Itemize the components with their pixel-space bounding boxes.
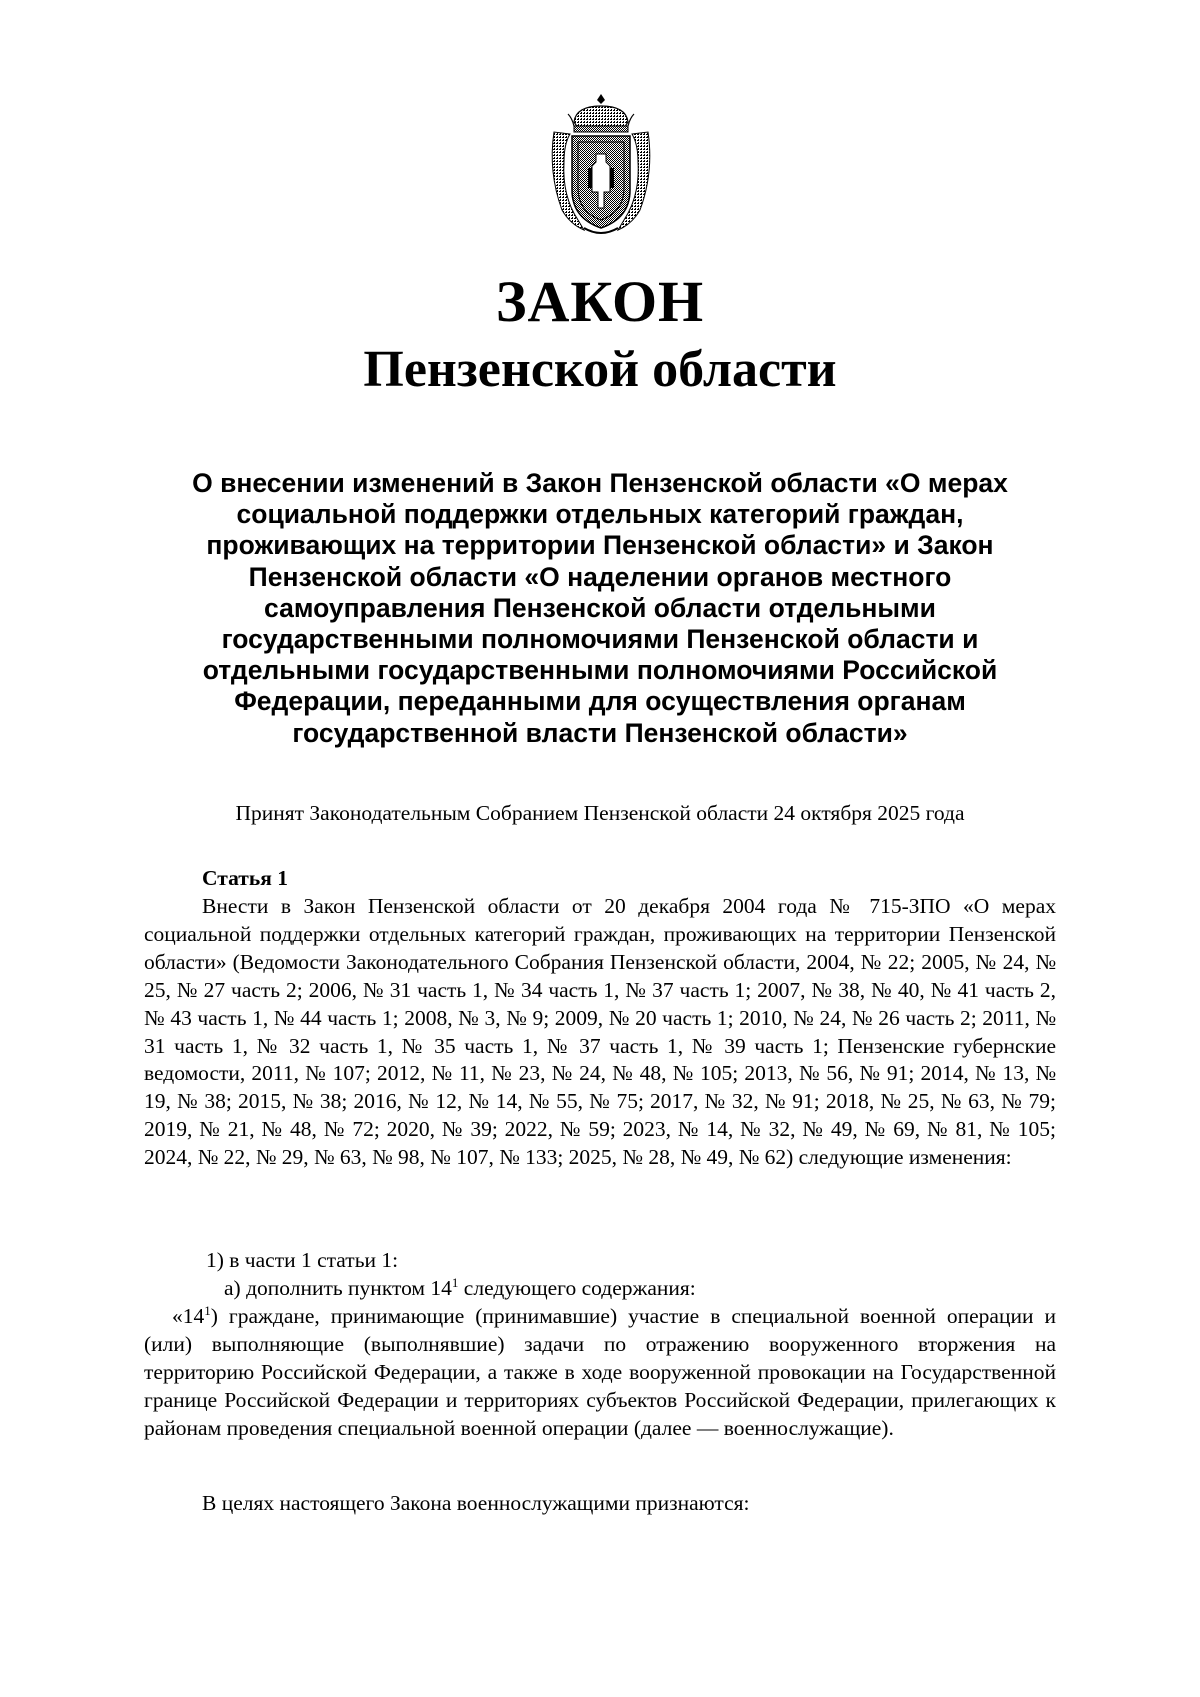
- penza-oblast-coat-of-arms-icon: [544, 92, 658, 238]
- closing-paragraph: В целях настоящего Закона военнослужащими признаются:: [202, 1491, 750, 1515]
- law-title: ЗАКОН: [495, 269, 705, 334]
- sub-list-item-text-end: следующего содержания:: [458, 1276, 696, 1300]
- region-title: Пензенской области: [363, 341, 837, 398]
- article-paragraph: Внести в Закон Пензенской области от 20 декабря 2004 года № 715-ЗПО «О мерах социальной поддержки отдельных категорий граждан, проживающих на территории Пензенской области» (Ведомости Законодательного Собрания Пензенской области, 2004, № 22; 2005, № 24, № 25, № 27 часть 2; 2006, № 31 часть 1, № 34 часть 1, № 37 часть 1; 2007, № 38, № 40, № 41 часть 2, № 43 часть 1, № 44 часть 1; 2008, № 3, № 9; 2009, № 20 часть 1; 2010, № 24, № 26 часть 2; 2011, № 31 часть 1, № 32 часть 1, № 35 часть 1, № 37 часть 1, № 39 часть 1; Пензенские губернские ведомости, 2011, № 107; 2012, № 11, № 23, № 24, № 48, № 105; 2013, № 56, № 91; 2014, № 13, № 19, № 38; 2015, № 38; 2016, № 12, № 14, № 55, № 75; 2017, № 32, № 91; 2018, № 25, № 63, № 79; 2019, № 21, № 48, № 72; 2020, № 39; 2022, № 59; 2023, № 14, № 32, № 49, № 69, № 81, № 105; 2024, № 22, № 29, № 63, № 98, № 107, № 133; 2025, № 28, № 49, № 62) следующие изменения:: [144, 894, 1056, 1170]
- adoption-line: Принят Законодательным Собранием Пензенской области 24 октября 2025 года: [235, 801, 965, 825]
- quoted-paragraph-open: «14: [172, 1304, 205, 1328]
- law-heading: О внесении изменений в Закон Пензенской области «О мерах социальной поддержки отдельных категорий граждан, проживающих на территории Пензенской области» и Закон Пензенской области «О наделении органов местного самоуправления Пензенской области отдельными государственными полномочиями Пензенской области и отдельными государственными полномочиями Российской Федерации, переданными для осуществления органам государственной власти Пензенской области»: [192, 468, 1008, 748]
- sub-list-item: [224, 1275, 696, 1303]
- list-item: 1) в части 1 статьи 1:: [206, 1248, 399, 1272]
- quoted-paragraph-text: ) граждане, принимающие (принимавшие) участие в специальной военной операции и (или) выполняющие (выполнявшие) задачи по отражению вооруженного вторжения на территорию Российской Федерации, а также в ходе вооруженной провокации на Государственной границе Российской Федерации и территориях субъектов Российской Федерации, прилегающих к районам проведения специальной военной операции (далее — военнослужащие).: [144, 1304, 1056, 1440]
- sub-list-item-text: а) дополнить пунктом 14: [224, 1276, 452, 1300]
- quoted-paragraph: [144, 1303, 1056, 1443]
- superscript: 1: [204, 1303, 211, 1318]
- superscript: 1: [451, 1275, 459, 1290]
- article-title: Статья 1: [202, 866, 288, 890]
